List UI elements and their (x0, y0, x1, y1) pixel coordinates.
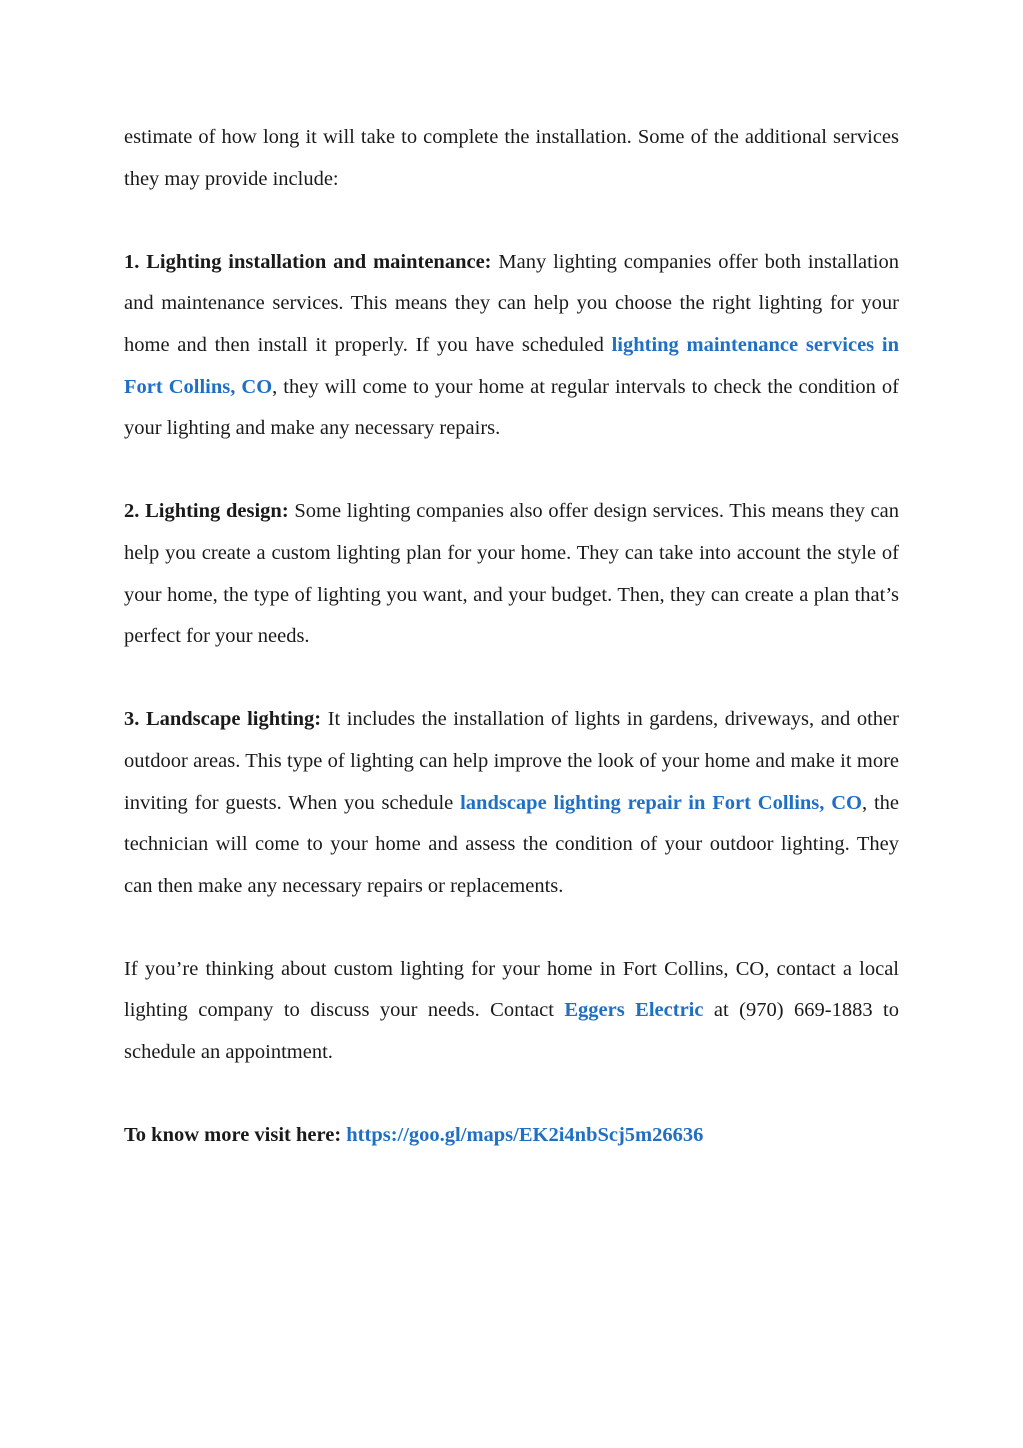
intro-paragraph (124, 117, 899, 200)
lighting-maintenance-link[interactable]: lighting maintenance services in Fort Collins, CO (124, 333, 899, 398)
paragraph-spacer (124, 907, 899, 949)
item3-paragraph (124, 699, 899, 907)
intro-text: estimate of how long it will take to complete the installation. Some of the additional services they may provide include: (124, 126, 899, 190)
paragraph-spacer (124, 658, 899, 700)
document-page (124, 117, 899, 1157)
closing-text-b: at (970) 669-1883 to schedule an appointment. (124, 999, 899, 1064)
item1-paragraph (124, 242, 899, 450)
paragraph-spacer (124, 1074, 899, 1116)
item3-heading: 3. Landscape lighting: (124, 708, 322, 731)
closing-paragraph (124, 949, 899, 1074)
item2-heading: 2. Lighting design: (124, 500, 289, 523)
item1-heading: 1. Lighting installation and maintenance: (124, 250, 492, 273)
item1-text-b: , they will come to your home at regular intervals to check the condition of your lighting and make any necessary repairs. (124, 375, 900, 440)
item3-text-b: , the technician will come to your home and assess the condition of your outdoor lighting. They can then make any necessary repairs or replacements. (124, 791, 900, 897)
paragraph-spacer (124, 200, 899, 242)
eggers-electric-link[interactable]: Eggers Electric (564, 999, 704, 1022)
item3-text-a: It includes the installation of lights in gardens, driveways, and other outdoor areas. This type of lighting can help improve the look of your home and make it more inviting for guests. When you schedule (124, 708, 899, 814)
landscape-lighting-repair-link[interactable]: landscape lighting repair in Fort Collins, CO (460, 791, 862, 814)
maps-url-link[interactable]: https://goo.gl/maps/EK2i4nbScj5m26636 (346, 1124, 704, 1147)
footer-label: To know more visit here: (124, 1124, 342, 1147)
item2-paragraph (124, 491, 899, 657)
item2-text: Some lighting companies also offer design services. This means they can help you create a custom lighting plan for your home. They can take into account the style of your home, the type of lighting you want, and your budget. Then, they can create a plan that’s perfect for your needs. (124, 500, 899, 648)
item1-text-a: Many lighting companies offer both installation and maintenance services. This means they can help you choose the right lighting for your home and then install it properly. If you have scheduled (124, 250, 899, 356)
closing-text-a: If you’re thinking about custom lighting for your home in Fort Collins, CO, contact a local lighting company to discuss your needs. Contact (124, 957, 899, 1022)
paragraph-spacer (124, 450, 899, 492)
footer-line (124, 1115, 899, 1157)
